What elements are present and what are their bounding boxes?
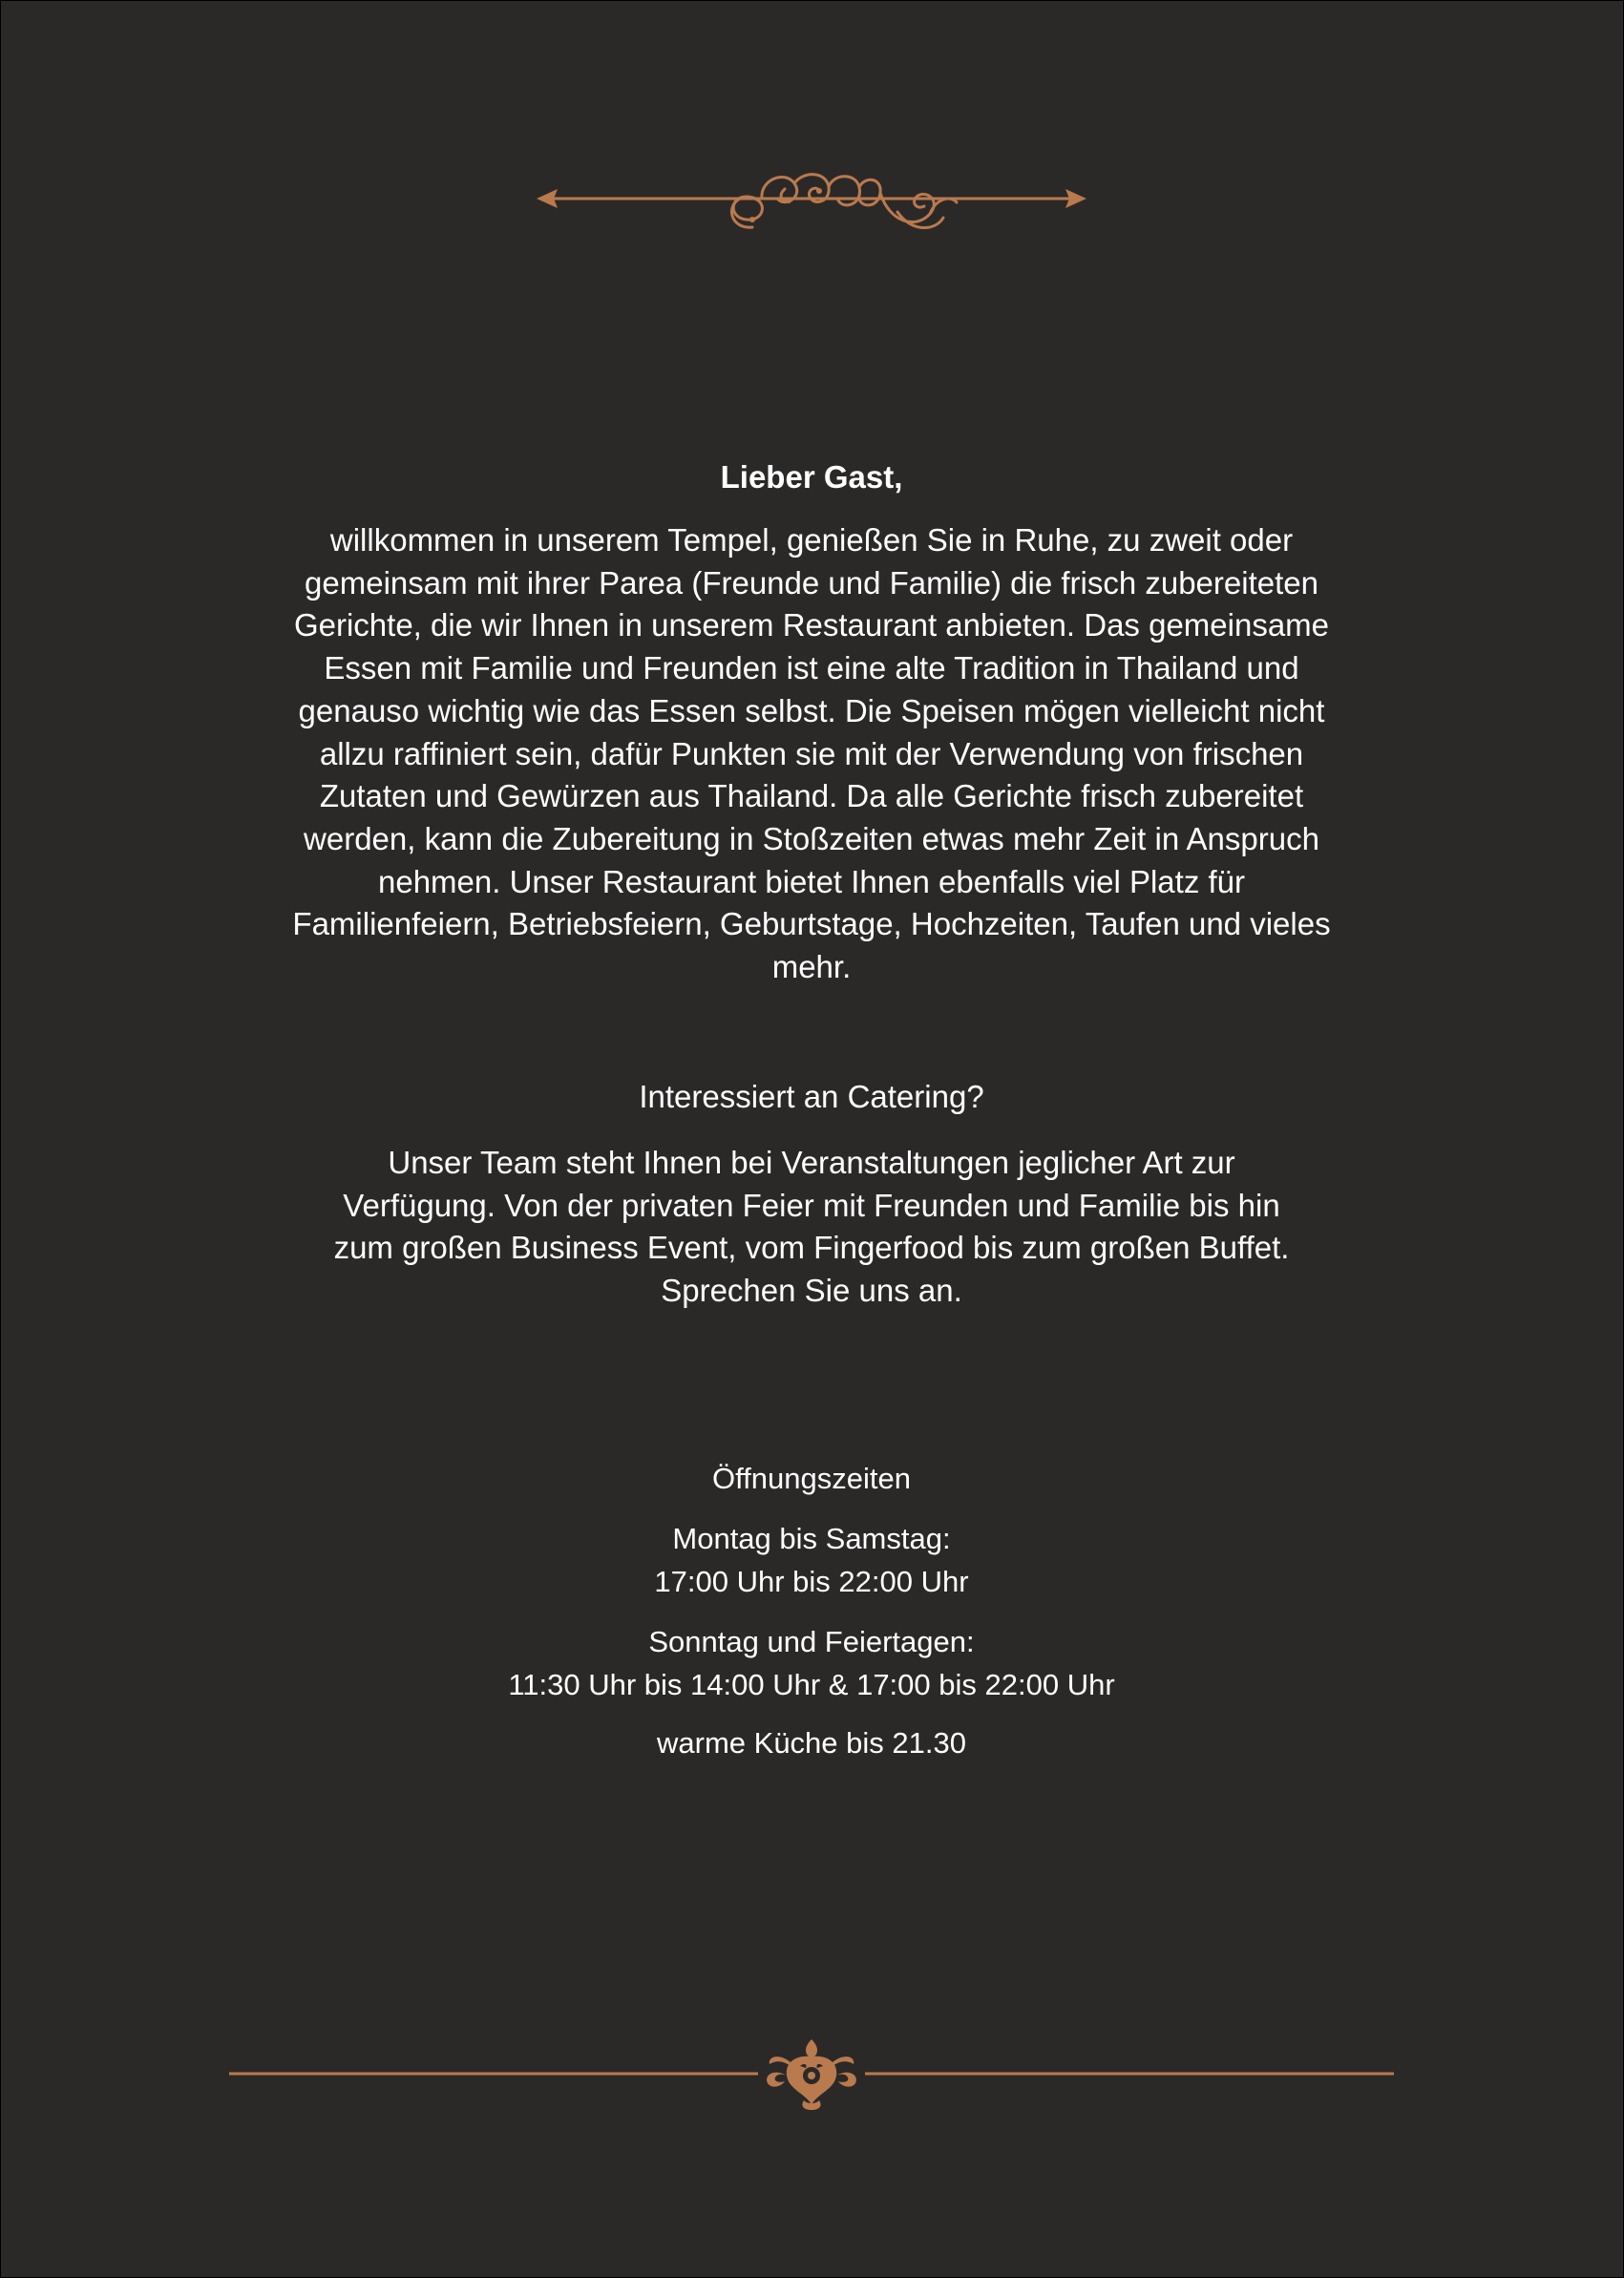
weekdays-label: Montag bis Samstag: <box>672 1522 951 1555</box>
flourish-divider-icon <box>535 160 1088 246</box>
weekdays-time: 17:00 Uhr bis 22:00 Uhr <box>654 1565 969 1598</box>
opening-hours-heading: Öffnungszeiten <box>712 1462 911 1495</box>
catering-paragraph: Unser Team steht Ihnen bei Veranstaltungen jeglicher Art zur Verfügung. Von der privaten Feier mit Freunden und Familie bis hin zum großen Business Event, vom Fingerfood bis zum großen Buffet. Sprechen Sie uns an. <box>333 1145 1290 1309</box>
kitchen-hours: warme Küche bis 21.30 <box>657 1726 966 1760</box>
sunday-label: Sonntag und Feiertagen: <box>648 1625 975 1658</box>
welcome-paragraph: willkommen in unserem Tempel, genießen Sie in Ruhe, zu zweit oder gemeinsam mit ihrer Parea (Freunde und Familie) die frisch zubereiteten Gerichte, die wir Ihnen in unserem Restaurant anbieten. Das gemeinsame Essen mit Familie und Freunden ist eine alte Tradition in Thailand und genauso wichtig wie das Essen selbst. Die Speisen mögen vielleicht nicht allzu raffiniert sein, dafür Punkten sie mit der Verwendung von frischen Zutaten und Gewürzen aus Thailand. Da alle Gerichte frisch zubereitet werden, kann die Zubereitung in Stoßzeiten etwas mehr Zeit in Anspruch nehmen. Unser Restaurant bietet Ihnen ebenfalls viel Platz für Familienfeiern, Betriebsfeiern, Geburtstage, Hochzeiten, Taufen und vieles mehr. <box>292 522 1331 985</box>
greeting-heading: Lieber Gast, <box>720 459 903 495</box>
damask-divider-icon <box>227 2034 1396 2110</box>
catering-heading: Interessiert an Catering? <box>639 1079 984 1114</box>
sunday-time: 11:30 Uhr bis 14:00 Uhr & 17:00 bis 22:00 Uhr <box>508 1668 1115 1701</box>
